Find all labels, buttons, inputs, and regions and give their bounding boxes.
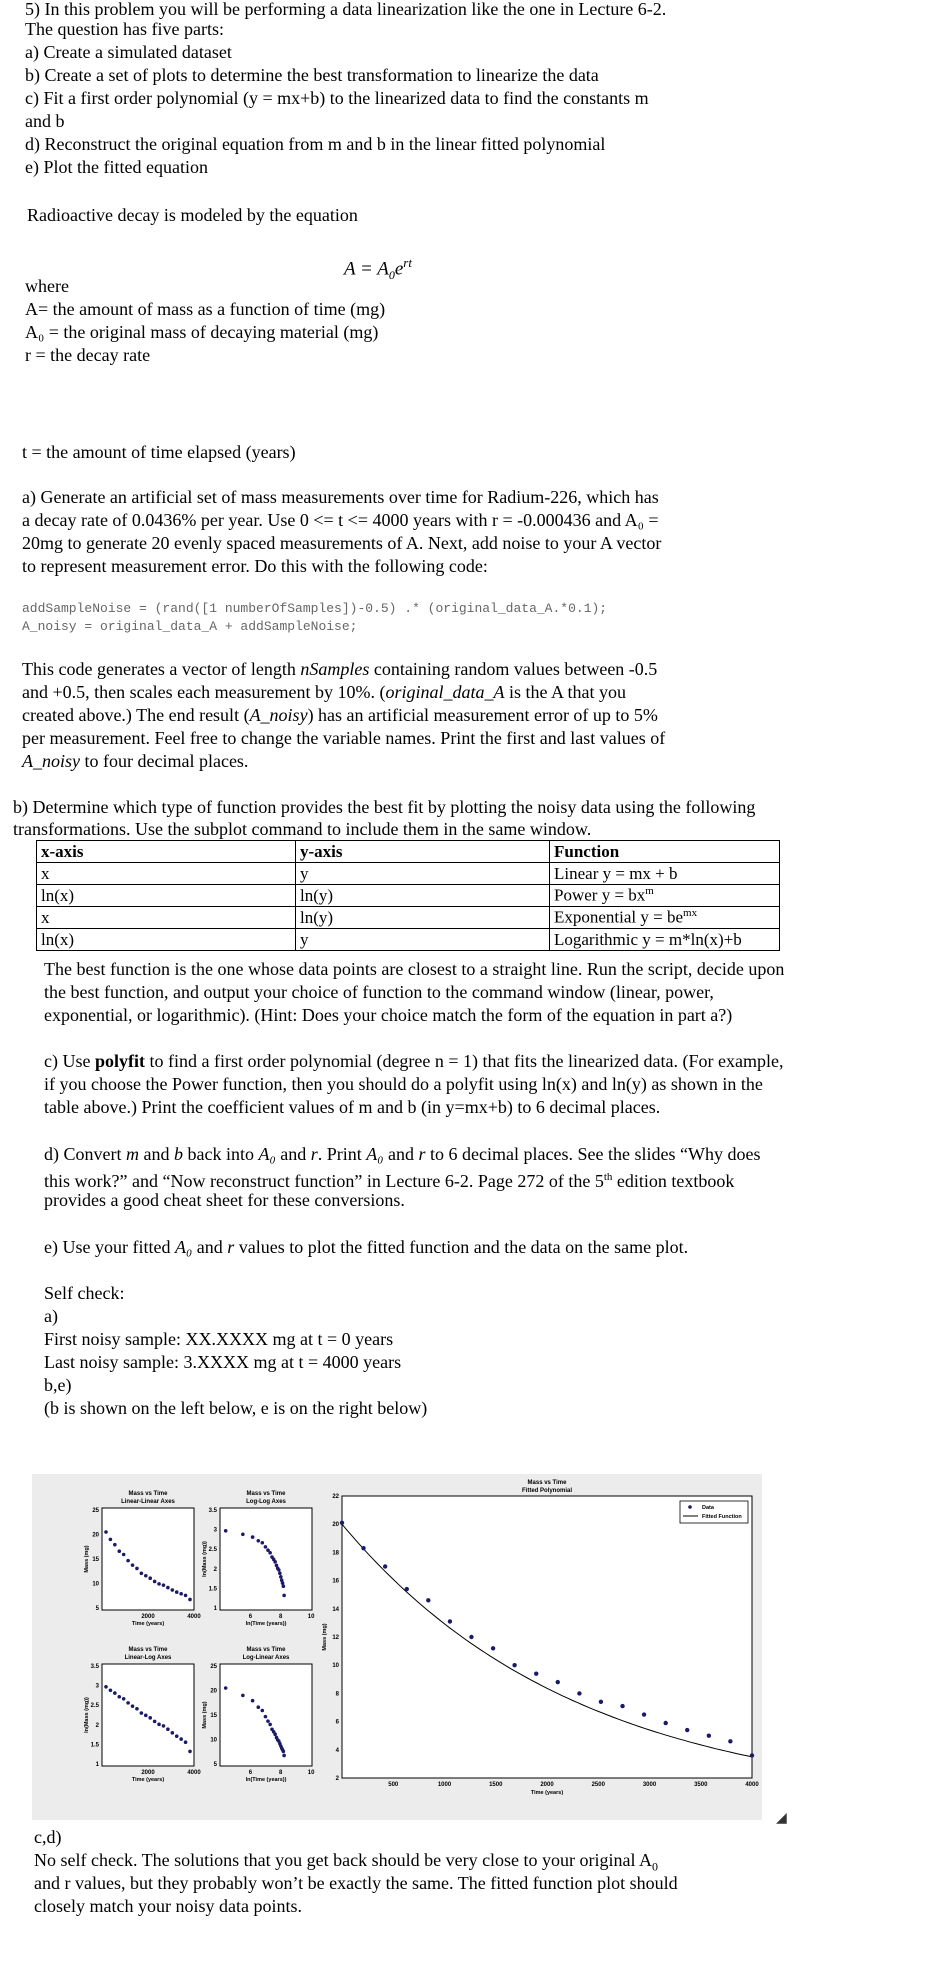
data-point xyxy=(224,1529,228,1533)
data-point xyxy=(122,1697,126,1701)
y-tick-label: 1.5 xyxy=(90,1742,99,1749)
table-cell: x xyxy=(37,863,296,885)
y-tick-label: 22 xyxy=(332,1494,339,1500)
part-d-text: d) Convert m and b back into A₀ and r. Print A₀ and r to 6 decimal places. See the slides “Why does xyxy=(44,1144,761,1164)
data-point xyxy=(282,1594,286,1598)
table-header: Function xyxy=(550,841,780,863)
x-axis-label: ln(Time (years)) xyxy=(245,1621,287,1627)
subplot-title: Log-Log Axes xyxy=(246,1499,286,1505)
part-a-text: 20mg to generate 20 evenly spaced measurements of A. Next, add noise to your A vector xyxy=(22,533,662,553)
part-d-text: provides a good cheat sheet for these conversions. xyxy=(44,1190,405,1210)
data-point xyxy=(157,1723,161,1727)
model-sentence: Radioactive decay is modeled by the equation xyxy=(27,205,358,225)
y-tick-label: 3 xyxy=(213,1527,217,1534)
data-point xyxy=(278,1571,282,1575)
y-tick-label: 15 xyxy=(210,1713,217,1719)
y-tick-label: 4 xyxy=(335,1747,339,1754)
closing-text: and r values, but they probably won’t be exactly the same. The fitted function plot should xyxy=(34,1873,678,1893)
data-point xyxy=(282,1750,286,1754)
fitted-plot-title: Fitted Polynomial xyxy=(521,1488,573,1494)
table-row xyxy=(37,907,780,929)
y-tick-label: 20 xyxy=(332,1522,339,1529)
data-point xyxy=(135,1567,139,1571)
x-axis-label: Time (years) xyxy=(131,1777,165,1783)
subplot-title: Linear-Log Axes xyxy=(124,1655,172,1661)
y-tick-label: 5 xyxy=(95,1606,99,1612)
closing-text: closely match your noisy data points. xyxy=(34,1896,302,1916)
data-point xyxy=(148,1716,152,1720)
part-list-item: c) Fit a first order polynomial (y = mx+b) to the linearized data to find the constants m xyxy=(25,88,649,108)
y-tick-label: 12 xyxy=(332,1635,339,1641)
self-check-note: (b is shown on the left below, e is on the right below) xyxy=(44,1398,428,1418)
legend-label: Fitted Function xyxy=(702,1514,742,1520)
data-point xyxy=(140,1711,144,1715)
self-check-title: Self check: xyxy=(44,1283,125,1303)
y-tick-label: 3.5 xyxy=(90,1664,99,1670)
data-point xyxy=(166,1727,170,1731)
data-point xyxy=(241,1533,245,1537)
part-list-item: b) Create a set of plots to determine the best transformation to linearize the data xyxy=(25,65,599,85)
data-point xyxy=(153,1580,157,1584)
part-a-text: to represent measurement error. Do this with the following code: xyxy=(22,556,488,576)
part-a-text: a decay rate of 0.0436% per year. Use 0 <= t <= 4000 years with r = -0.000436 and A₀ = xyxy=(22,510,659,530)
data-point xyxy=(171,1588,175,1592)
data-point xyxy=(113,1691,117,1695)
data-point xyxy=(279,1575,283,1579)
part-list-item: d) Reconstruct the original equation from m and b in the linear fitted polynomial xyxy=(25,134,606,154)
resize-handle-icon[interactable]: ◢ xyxy=(776,1811,787,1826)
table-cell: ln(x) xyxy=(37,929,296,951)
x-tick-label: 8 xyxy=(279,1614,283,1620)
data-point xyxy=(131,1704,135,1708)
y-axis-label: ln(Mass (mg)) xyxy=(202,1541,208,1577)
data-point xyxy=(184,1594,188,1598)
data-point xyxy=(126,1559,130,1563)
data-point xyxy=(256,1539,260,1543)
data-point xyxy=(251,1535,255,1539)
data-point xyxy=(261,1541,265,1545)
data-point xyxy=(171,1731,175,1735)
data-point xyxy=(117,1549,121,1553)
data-point xyxy=(104,1685,108,1689)
x-tick-label: 3000 xyxy=(642,1782,657,1788)
part-b-text: b) Determine which type of function provides the best fit by plotting the noisy data using the following xyxy=(13,797,756,817)
decay-equation: $A = A_0e^{rt}$ xyxy=(344,255,412,283)
closing-text: No self check. The solutions that you get back should be very close to your original $A_0$ xyxy=(34,1850,659,1874)
data-point xyxy=(153,1720,157,1724)
figure-canvas xyxy=(32,1474,762,1820)
y-tick-label: 8 xyxy=(335,1691,339,1698)
data-point xyxy=(140,1572,144,1576)
data-point xyxy=(241,1694,245,1698)
y-tick-label: 20 xyxy=(210,1688,217,1695)
data-point xyxy=(188,1598,192,1602)
table-header: x-axis xyxy=(37,841,296,863)
data-point xyxy=(261,1709,265,1713)
definition: r = the decay rate xyxy=(25,345,151,365)
data-point xyxy=(599,1700,603,1704)
self-check-label: b,e) xyxy=(44,1375,72,1395)
code-line: addSampleNoise = (rand([1 numberOfSamples])-0.5) .* (original_data_A.*0.1); xyxy=(22,601,608,616)
subplot-title: Log-Linear Axes xyxy=(242,1655,290,1661)
y-tick-label: 1.5 xyxy=(208,1586,217,1593)
where-label: where xyxy=(25,276,69,296)
fitted-plot-title: Mass vs Time xyxy=(527,1480,567,1486)
data-point xyxy=(104,1530,108,1534)
x-axis-label: Time (years) xyxy=(131,1621,165,1627)
table-cell: Exponential $y = be^{mx}$ xyxy=(550,907,780,929)
data-point xyxy=(577,1691,581,1695)
data-point xyxy=(157,1582,161,1586)
data-point xyxy=(728,1739,732,1743)
y-tick-label: 15 xyxy=(92,1557,99,1563)
subplot-title: Mass vs Time xyxy=(128,1647,168,1653)
part-list-item: a) Create a simulated dataset xyxy=(25,42,232,62)
legend-data-marker xyxy=(688,1505,692,1509)
data-point xyxy=(162,1583,166,1587)
definition: A= the amount of mass as a function of time (mg) xyxy=(25,299,386,319)
data-point xyxy=(282,1584,286,1588)
data-point xyxy=(264,1545,268,1549)
x-tick-label: 2000 xyxy=(540,1782,554,1788)
data-point xyxy=(405,1587,409,1591)
data-point xyxy=(117,1695,121,1699)
table-header-row xyxy=(37,841,780,863)
data-point xyxy=(268,1723,272,1727)
x-tick-label: 6 xyxy=(248,1770,253,1776)
transformation-table xyxy=(36,840,780,951)
y-tick-label: 18 xyxy=(332,1550,339,1557)
x-tick-label: 2500 xyxy=(591,1782,605,1788)
y-axis-label: Mass (mg) xyxy=(202,1701,208,1729)
part-b-after: the best function, and output your choice of function to the command window (linear, power, xyxy=(44,982,714,1002)
data-point xyxy=(148,1576,152,1580)
table-cell: ln(y) xyxy=(296,907,550,929)
y-tick-label: 14 xyxy=(332,1606,339,1613)
matlab-figure xyxy=(32,1474,762,1820)
part-e-text: e) Use your fitted A₀ and r values to plot the fitted function and the data on the same plot. xyxy=(44,1237,689,1257)
y-tick-label: 1 xyxy=(95,1762,99,1768)
table-cell: Power $y = bx^m$ xyxy=(550,885,780,907)
table-cell: y xyxy=(296,929,550,951)
data-point xyxy=(256,1705,260,1709)
y-tick-label: 5 xyxy=(213,1762,217,1768)
data-point xyxy=(264,1715,268,1719)
y-axis-label: Mass (mg) xyxy=(84,1545,90,1573)
data-point xyxy=(281,1581,285,1585)
table-row xyxy=(37,885,780,907)
x-tick-label: 1000 xyxy=(437,1782,452,1788)
y-tick-label: 2.5 xyxy=(208,1547,217,1554)
data-point xyxy=(750,1753,754,1757)
data-point xyxy=(251,1699,255,1703)
data-point xyxy=(620,1704,624,1708)
y-tick-label: 16 xyxy=(332,1578,339,1585)
y-tick-label: 3 xyxy=(95,1683,99,1690)
y-tick-label: 25 xyxy=(210,1664,217,1670)
part-a-desc: per measurement. Feel free to change the variable names. Print the first and last values of xyxy=(22,728,666,748)
data-point xyxy=(512,1663,516,1667)
data-point xyxy=(162,1724,166,1728)
data-point xyxy=(469,1635,473,1639)
x-tick-label: 500 xyxy=(388,1782,399,1788)
data-point xyxy=(131,1563,135,1567)
data-point xyxy=(179,1592,183,1596)
definition: A₀ = the original mass of decaying material (mg) xyxy=(25,322,379,342)
self-check-label: a) xyxy=(44,1306,58,1326)
part-b-after: The best function is the one whose data points are closest to a straight line. Run the script, decide upon xyxy=(44,959,785,979)
part-a-desc: This code generates a vector of length nSamples containing random values between -0.5 xyxy=(22,659,658,679)
data-point xyxy=(109,1689,113,1693)
data-point xyxy=(135,1707,139,1711)
data-point xyxy=(144,1574,148,1578)
data-point xyxy=(175,1590,179,1594)
y-tick-label: 3.5 xyxy=(208,1508,217,1514)
subplot-title: Mass vs Time xyxy=(246,1491,286,1497)
y-tick-label: 6 xyxy=(335,1719,339,1726)
data-point xyxy=(273,1560,277,1564)
x-tick-label: 8 xyxy=(279,1770,283,1776)
y-tick-label: 10 xyxy=(92,1581,99,1588)
part-c-text: table above.) Print the coefficient values of m and b (in y=mx+b) to 6 decimal places. xyxy=(44,1097,661,1117)
data-point xyxy=(383,1564,387,1568)
x-tick-label: 6 xyxy=(248,1614,253,1620)
y-tick-label: 2 xyxy=(213,1566,217,1573)
data-point xyxy=(361,1546,365,1550)
code-line: A_noisy = original_data_A + addSampleNoise; xyxy=(22,619,358,634)
table-cell: ln(x) xyxy=(37,885,296,907)
data-point xyxy=(282,1754,286,1758)
x-axis-label: ln(Time (years)) xyxy=(245,1777,287,1783)
table-cell: y xyxy=(296,863,550,885)
intro-lead: The question has five parts: xyxy=(25,19,224,39)
part-c-text: c) Use polyfit to find a first order polynomial (degree n = 1) that fits the linearized data. (For example, xyxy=(44,1051,784,1071)
data-point xyxy=(126,1701,130,1705)
data-point xyxy=(166,1586,170,1590)
y-tick-label: 2.5 xyxy=(90,1703,99,1710)
x-axis-label: Time (years) xyxy=(530,1790,564,1796)
part-a-desc: created above.) The end result (A_noisy) has an artificial measurement error of up to 5% xyxy=(22,705,658,725)
y-tick-label: 2 xyxy=(95,1722,99,1729)
y-axis-label: Mass (mg) xyxy=(322,1623,328,1651)
part-a-desc: and +0.5, then scales each measurement by 10%. (original_data_A is the A that you xyxy=(22,682,627,702)
part-list-item: and b xyxy=(25,111,65,131)
closing-label: c,d) xyxy=(34,1827,62,1847)
y-tick-label: 25 xyxy=(92,1508,99,1514)
x-tick-label: 2000 xyxy=(141,1770,155,1776)
data-point xyxy=(113,1543,117,1547)
x-tick-label: 3500 xyxy=(694,1782,708,1788)
table-row xyxy=(37,929,780,951)
table-cell: ln(y) xyxy=(296,885,550,907)
x-tick-label: 4000 xyxy=(187,1770,201,1776)
self-check-first: First noisy sample: XX.XXXX mg at t = 0 years xyxy=(44,1329,394,1349)
y-tick-label: 2 xyxy=(335,1776,339,1782)
part-list-item: e) Plot the fitted equation xyxy=(25,157,208,177)
x-tick-label: 1500 xyxy=(489,1782,503,1788)
subplot-title: Linear-Linear Axes xyxy=(121,1499,175,1505)
x-tick-label: 4000 xyxy=(745,1782,759,1788)
data-point xyxy=(685,1728,689,1732)
part-b-text: transformations. Use the subplot command to include them in the same window. xyxy=(13,819,592,839)
legend-label: Data xyxy=(702,1505,714,1511)
definition: t = the amount of time elapsed (years) xyxy=(22,442,296,462)
y-tick-label: 20 xyxy=(92,1532,99,1539)
data-point xyxy=(268,1551,272,1555)
table-cell: x xyxy=(37,907,296,929)
data-point xyxy=(273,1732,277,1736)
data-point xyxy=(109,1538,113,1542)
subplot-title: Mass vs Time xyxy=(128,1491,168,1497)
table-cell: Logarithmic y = m*ln(x)+b xyxy=(550,929,780,951)
subplot-axes xyxy=(220,1508,312,1610)
y-tick-label: 10 xyxy=(332,1663,339,1670)
data-point xyxy=(224,1686,228,1690)
x-tick-label: 2000 xyxy=(141,1614,155,1620)
self-check-last: Last noisy sample: 3.XXXX mg at t = 4000 years xyxy=(44,1352,402,1372)
data-point xyxy=(534,1671,538,1675)
subplot-title: Mass vs Time xyxy=(246,1647,286,1653)
data-point xyxy=(175,1734,179,1738)
y-tick-label: 10 xyxy=(210,1737,217,1744)
problem-title: 5) In this problem you will be performing a data linearization like the one in Lecture 6-2. xyxy=(25,0,667,19)
table-header: y-axis xyxy=(296,841,550,863)
data-point xyxy=(277,1568,281,1572)
table-cell: Linear y = mx + b xyxy=(550,863,780,885)
data-point xyxy=(426,1598,430,1602)
data-point xyxy=(122,1553,126,1557)
data-point xyxy=(144,1714,148,1718)
data-point xyxy=(707,1734,711,1738)
data-point xyxy=(448,1619,452,1623)
fitted-plot-axes xyxy=(342,1496,752,1778)
part-b-after: exponential, or logarithmic). (Hint: Does your choice match the form of the equation in part a?) xyxy=(44,1005,733,1025)
data-point xyxy=(184,1740,188,1744)
data-point xyxy=(188,1750,192,1754)
x-tick-label: 10 xyxy=(307,1614,315,1620)
x-tick-label: 10 xyxy=(307,1770,315,1776)
data-point xyxy=(556,1680,560,1684)
y-tick-label: 1 xyxy=(213,1606,217,1612)
data-point xyxy=(179,1737,183,1741)
table-row xyxy=(37,863,780,885)
part-a-desc: A_noisy to four decimal places. xyxy=(22,751,249,771)
data-point xyxy=(266,1719,270,1723)
y-axis-label: ln(Mass (mg)) xyxy=(84,1697,90,1733)
data-point xyxy=(340,1521,344,1525)
data-point xyxy=(663,1721,667,1725)
data-point xyxy=(491,1646,495,1650)
part-a-text: a) Generate an artificial set of mass measurements over time for Radium-226, which has xyxy=(22,487,659,507)
part-d-text: this work?” and “Now reconstruct function” in Lecture 6-2. Page 272 of the 5th edition textbook xyxy=(44,1171,735,1191)
subplot-axes xyxy=(102,1664,194,1766)
part-c-text: if you choose the Power function, then you should do a polyfit using ln(x) and ln(y) as shown in the xyxy=(44,1074,763,1094)
x-tick-label: 4000 xyxy=(187,1614,201,1620)
data-point xyxy=(642,1712,646,1716)
